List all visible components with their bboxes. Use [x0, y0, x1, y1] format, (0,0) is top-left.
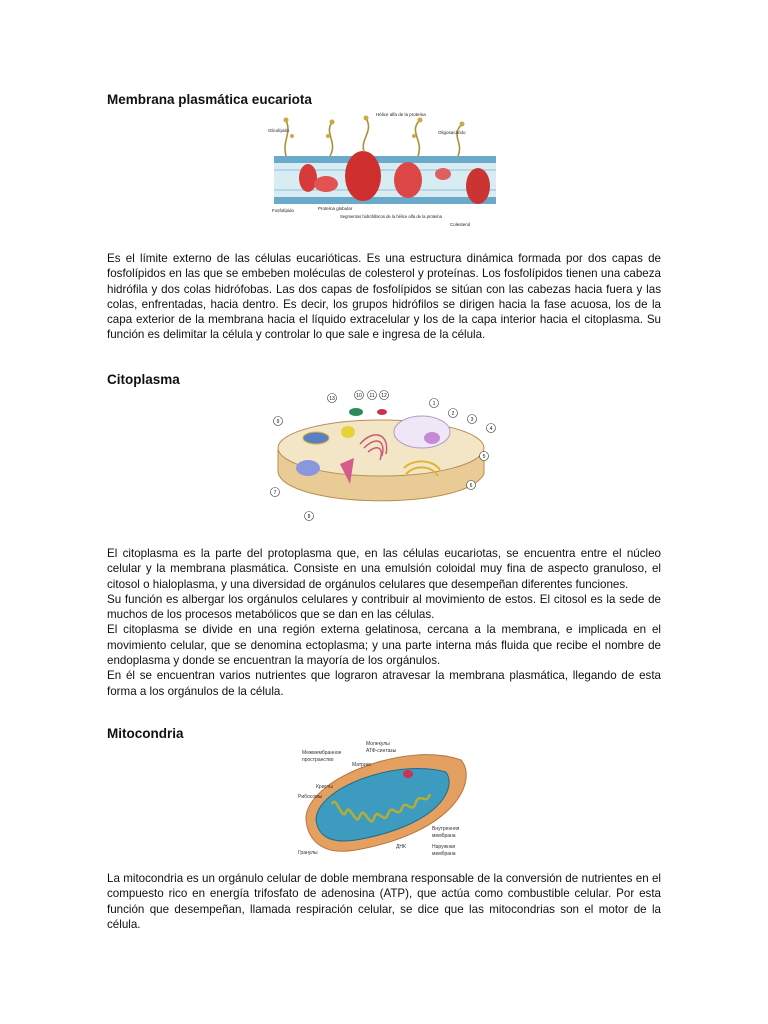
svg-text:3: 3 — [470, 417, 474, 423]
mito-label-matriks: Матрикс — [352, 762, 372, 768]
svg-text:5: 5 — [482, 454, 486, 460]
mito-label-vnutr-2: мембрана — [432, 833, 456, 839]
cell-figure — [264, 388, 500, 528]
cell-callout-2 — [449, 409, 458, 418]
cell-callout-7 — [271, 488, 280, 497]
citoplasma-title: Citoplasma — [107, 372, 180, 387]
mitocondria-paragraph — [107, 871, 661, 932]
membrana-paragraph — [107, 251, 661, 343]
mito-label-mezhmem-2: пространство — [302, 757, 334, 763]
svg-text:10: 10 — [356, 393, 362, 399]
svg-text:2: 2 — [451, 411, 455, 417]
mitocondria-title: Mitocondria — [107, 726, 184, 741]
membrane-label-glyco: Glicolípido — [268, 128, 290, 133]
cell-callout-3 — [468, 415, 477, 424]
membrane-label-prot: Proteína globular — [318, 206, 353, 211]
mito-label-narug-1: Наружная — [432, 844, 456, 850]
mito-label-molekuly: Молекулы — [366, 741, 390, 747]
membrane-label-top: Hélice alfa de la proteína — [376, 112, 426, 117]
cell-callout-13 — [328, 394, 337, 403]
citoplasma-text-2: Su función es albergar los orgánulos celulares y contribuir al movimiento de estos. El citosol es la sede de muchos de los procesos metabólicos que se dan en las células. — [107, 592, 661, 622]
membrana-title: Membrana plasmática eucariota — [107, 92, 312, 107]
cell-callout-5 — [480, 452, 489, 461]
mitocondria-text: La mitocondria es un orgánulo celular de doble membrana responsable de la conversión de nutrientes en el compuesto rico en energía trifosfato de adenosina (ATP), que actúa como combustible celular. Por esta función que desempeñan, llamada respiración celular, se dice que las mitocondrias son el motor de la célula. — [107, 872, 661, 931]
citoplasma-text-3: El citoplasma se divide en una región externa gelatinosa, cercana a la membrana, e implicada en el movimiento celular, que se denomina ectoplasma; y una parte interna más fluida que recibe el nombre de endoplasma y donde se encuentran la mayoría de los orgánulos. — [107, 623, 661, 668]
citoplasma-text-4: En él se encuentran varios nutrientes que lograron atravesar la membrana plasmática, llegando de esta forma a los orgánulos de la célula. — [107, 669, 661, 698]
cell-callout-9 — [274, 417, 283, 426]
cell-callout-4 — [487, 424, 496, 433]
mito-label-vnutr-1: Внутренняя — [432, 826, 460, 832]
membrane-label-col: Colesterol — [450, 222, 471, 227]
svg-text:4: 4 — [489, 426, 493, 432]
cell-callout-10 — [355, 391, 364, 400]
mito-label-granuly: Гранулы — [298, 850, 318, 856]
membrane-label-oligo: Oligosacárido — [438, 130, 466, 135]
svg-text:12: 12 — [381, 393, 387, 399]
mito-label-kristy: Кристы — [316, 784, 333, 790]
cell-callout-11 — [368, 391, 377, 400]
cell-callout-6 — [467, 481, 476, 490]
cell-callout-12 — [380, 391, 389, 400]
mito-label-narug-2: мембрана — [432, 851, 456, 857]
mito-label-ribosomy: Рибосомы — [298, 794, 323, 800]
citoplasma-text-1: El citoplasma es la parte del protoplasma que, en las células eucariotas, se encuentra entre el núcleo celular y la membrana plasmática. Consiste en una emulsión coloidal muy fina de aspecto granuloso, el citosol o hialoplasma, y una diversidad de orgánulos celulares que desempeñan diferentes funciones. — [107, 547, 661, 591]
mito-label-atf: АТФ-синтазы — [366, 748, 397, 754]
membrane-figure — [268, 110, 500, 232]
mitochondria-figure — [296, 740, 474, 862]
cell-callout-1 — [430, 399, 439, 408]
membrana-text: Es el límite externo de las células eucarióticas. Es una estructura dinámica formada por dos capas de fosfolípidos en las que se embeben moléculas de colesterol y proteínas. Los fosfolípidos tienen una cabeza hidrófila y dos colas hidrófobas. Las dos capas de fosfolípidos se sitúan con las cabezas hacia fuera y las colas, enfrentadas, hacia dentro. Es decir, los grupos hidrófilos se dirigen hacia la fase acuosa, los de la capa exterior de la membrana hacia el líquido extracelular y los de la capa interior hacia el citoplasma. Su función es delimitar la célula y controlar lo que sale e ingresa de la célula. — [107, 252, 661, 342]
svg-text:8: 8 — [307, 514, 311, 520]
cell-callout-8 — [305, 512, 314, 521]
svg-text:13: 13 — [329, 396, 335, 402]
mito-label-mezhmem-1: Межмембранное — [302, 750, 342, 756]
citoplasma-paragraphs — [107, 546, 661, 699]
svg-text:9: 9 — [276, 419, 280, 425]
membrane-label-segment: Segmentos hidrofóbicos de la hélice alfa de la proteína — [340, 214, 442, 219]
mito-label-dnk: ДНК — [396, 844, 406, 850]
svg-text:11: 11 — [369, 393, 375, 399]
membrane-label-fosfo: Fosfolípido — [272, 208, 295, 213]
svg-text:1: 1 — [432, 401, 436, 407]
svg-text:7: 7 — [273, 490, 277, 496]
svg-text:6: 6 — [469, 483, 473, 489]
